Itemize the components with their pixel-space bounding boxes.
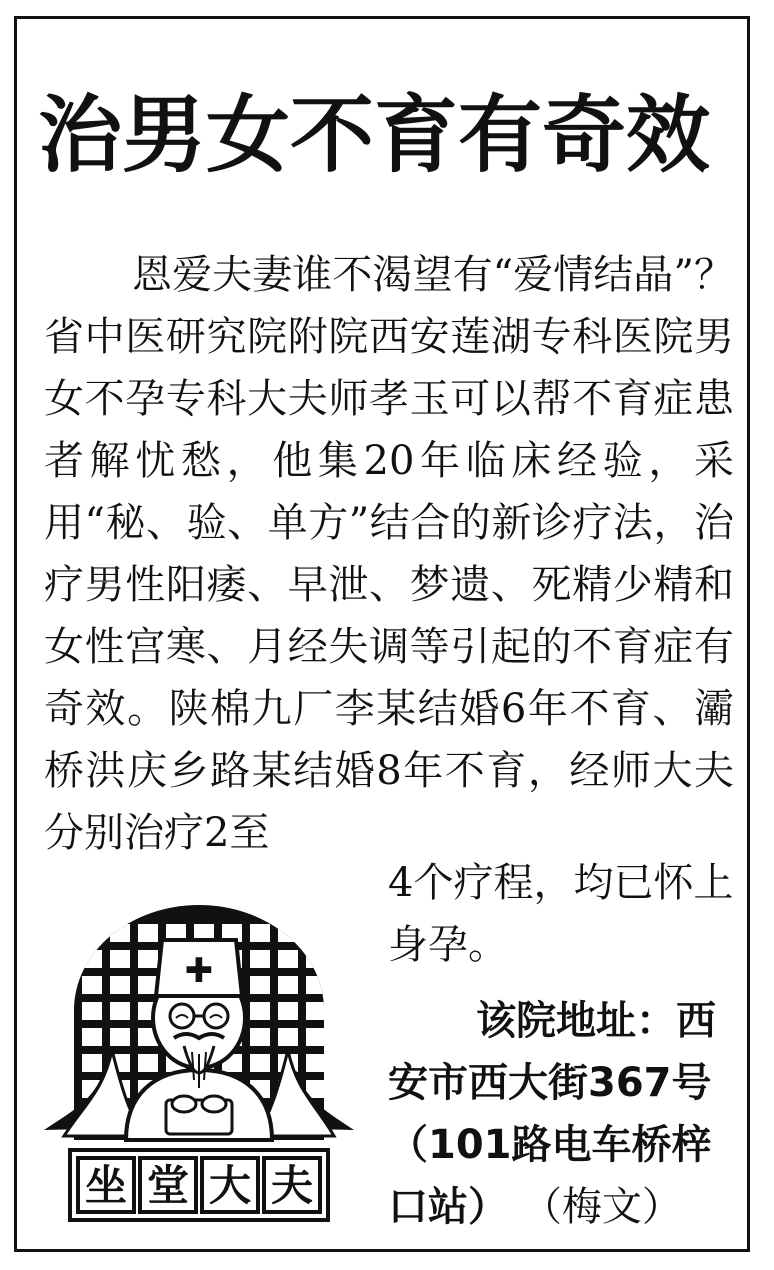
right-hand [202,1096,226,1112]
left-hand [172,1096,196,1112]
cap-cross-icon: ✚ [184,951,214,991]
headline: 治男女不育有奇效 [38,86,711,184]
doctor-cartoon [34,900,364,1230]
address-text: 该院地址：西安市西大街367号（101路电车桥梓口站） [388,998,716,1230]
author-credit: （梅文） [521,1184,682,1230]
address-block [388,990,734,1238]
ad-body-tail: 4个疗程，均已怀上身孕。 [388,860,734,968]
label-char-1: 坐 [84,1161,128,1210]
ad-body-text: 恩爱夫妻谁不渴望有“爱情结晶”？省中医研究院附院西安莲湖专科医院男女不孕专科大夫师孝玉可以帮不育症患者解忧愁，他集20年临床经验，采用“秘、验、单方”结合的新诊疗法，治疗男性阳痿、早泄、梦遗、死精少精和女性宫寒、月经失调等引起的不育症有奇效。陕棉九厂李某结婚6年不育、灞桥洪庆乡路某结婚8年不育，经师大夫分别治疗2至 [44,252,734,856]
label-char-4: 夫 [270,1161,314,1210]
label-char-3: 大 [208,1161,252,1210]
label-char-2: 堂 [146,1161,190,1210]
cartoon-label [70,1150,328,1220]
